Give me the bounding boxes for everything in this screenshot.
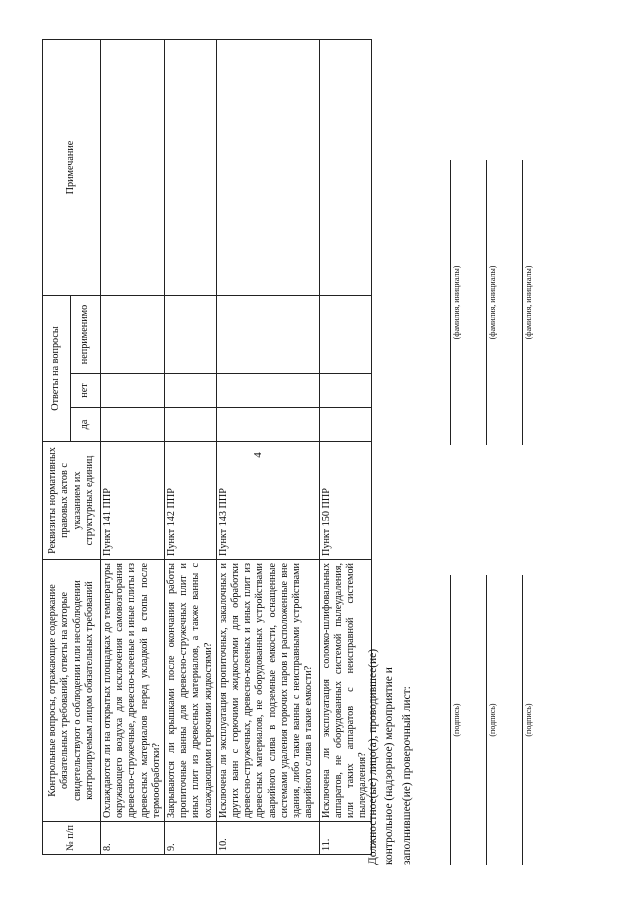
name-line-3[interactable] [522, 160, 523, 445]
header-not-applicable: неприменимо [71, 296, 101, 374]
header-number: № п/п [43, 822, 101, 855]
sign-caption-1: (подпись) [452, 703, 461, 737]
name-line-1[interactable] [450, 160, 451, 445]
table-row [165, 40, 217, 855]
row-reference: Пункт 141 ППР [101, 442, 165, 560]
row-reference: Пункт 150 ППР [319, 442, 371, 560]
answer-no-cell[interactable] [319, 374, 371, 408]
header-answers: Ответы на вопросы [43, 296, 71, 442]
header-yes: да [71, 408, 101, 442]
answer-no-cell[interactable] [165, 374, 217, 408]
answer-na-cell[interactable] [165, 296, 217, 374]
row-number: 8. [101, 822, 165, 855]
signature-label-line3: заполнившее(ие) проверочный лист: [401, 686, 413, 865]
row-reference: Пункт 143 ППР [216, 442, 319, 560]
name-caption-2: (фамилия, инициалы) [488, 265, 497, 340]
signature-line-2[interactable] [486, 575, 487, 865]
signature-label-line2: контрольное (надзорное) мероприятие и [383, 667, 395, 865]
answer-na-cell[interactable] [216, 296, 319, 374]
signature-line-1[interactable] [450, 575, 451, 865]
row-number: 10. [216, 822, 319, 855]
header-references: Реквизиты нормативных правовых актов с указанием их структурных единиц [43, 442, 101, 560]
row-number: 11. [319, 822, 371, 855]
row-number: 9. [165, 822, 217, 855]
answer-yes-cell[interactable] [216, 408, 319, 442]
answer-no-cell[interactable] [101, 374, 165, 408]
signature-line-3[interactable] [522, 575, 523, 865]
row-question: Охлаждаются ли на открытых площадках до температуры окружающего воздуха для исключения самовозгорания древесно-стружечные, древесно-клееные и иные плиты из древесных материалов перед укладкой в стопы после термообработки? [101, 560, 165, 822]
name-caption-3: (фамилия, инициалы) [524, 265, 533, 340]
answer-yes-cell[interactable] [165, 408, 217, 442]
name-caption-1: (фамилия, инициалы) [452, 265, 461, 340]
table-row [101, 40, 165, 855]
checklist-table [42, 39, 372, 855]
answer-na-cell[interactable] [101, 296, 165, 374]
answer-no-cell[interactable] [216, 374, 319, 408]
row-question: Закрываются ли крышками после окончания работы пропиточные ванны для древесно-стружечных плит и иных плит из древесных материалов, а также ванны с охлаждающими горючими жидкостями? [165, 560, 217, 822]
header-question: Контрольные вопросы, отражающие содержание обязательных требований, ответы на которые свидетельствуют о соблюдении или несоблюдении контролируемым лицом обязательных требований [43, 560, 101, 822]
note-cell[interactable] [101, 40, 165, 296]
answer-na-cell[interactable] [319, 296, 371, 374]
row-reference: Пункт 142 ППР [165, 442, 217, 560]
note-cell[interactable] [319, 40, 371, 296]
row-question: Исключена ли эксплуатация соломко-шлифовальных аппаратов, не оборудованных системой пылеудаления, или таких аппаратов с неисправной системой пылеудаления? [319, 560, 371, 822]
note-cell[interactable] [216, 40, 319, 296]
name-line-2[interactable] [486, 160, 487, 445]
sign-caption-3: (подпись) [524, 703, 533, 737]
note-cell[interactable] [165, 40, 217, 296]
answer-yes-cell[interactable] [319, 408, 371, 442]
page-number: 4 [252, 452, 264, 458]
answer-yes-cell[interactable] [101, 408, 165, 442]
table-row [319, 40, 371, 855]
table-row [216, 40, 319, 855]
header-note: Примечание [43, 40, 101, 296]
signature-label-line1: Должностное(ые) лицо(а), проводившее(ие) [367, 648, 379, 865]
sign-caption-2: (подпись) [488, 703, 497, 737]
header-no: нет [71, 374, 101, 408]
row-question: Исключена ли эксплуатация пропиточных, закалочных и других ванн с горючими жидкостями для обработки древесно-стружечных, древесно-клееных и иных плит из древесных материалов, не оборудованных устройствами аварийного слива в подземные емкости, оснащенные системами удаления горючих паров и расположенные вне здания, либо такие ванны с неисправными устройствами аварийного слива в такие емкости? [216, 560, 319, 822]
